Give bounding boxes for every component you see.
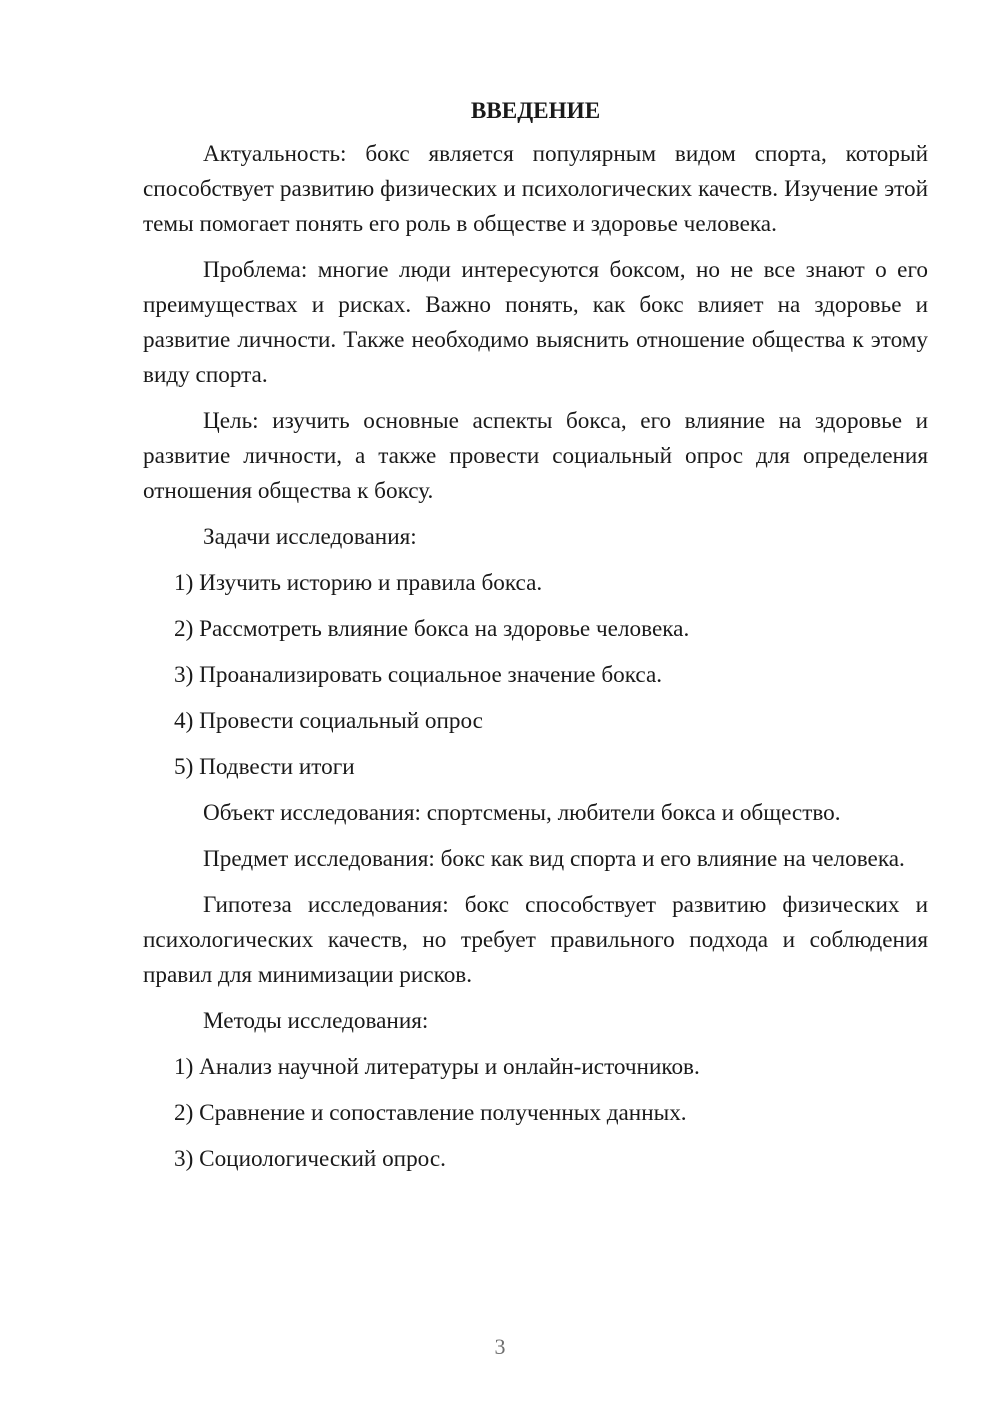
goal-paragraph: Цель: изучить основные аспекты бокса, его влияние на здоровье и развитие личности, а также провести социальный опрос для определения отношения общества к боксу. <box>143 408 928 504</box>
section-title: ВВЕДЕНИЕ <box>470 98 601 124</box>
relevance-paragraph: Актуальность: бокс является популярным видом спорта, который способствует развитию физических и психологических качеств. Изучение этой темы помогает понять его роль в обществе и здоровье человека. <box>143 141 928 237</box>
page-content <box>143 96 928 1188</box>
problem-paragraph: Проблема: многие люди интересуются боксом, но не все знают о его преимуществах и рисках. Важно понять, как бокс влияет на здоровье и развитие личности. Также необходимо выяснить отношение общества к этому виду спорта. <box>143 257 928 388</box>
tasks-heading: Задачи исследования: <box>203 524 417 550</box>
method-item: 3) Социологический опрос. <box>174 1146 446 1172</box>
method-item: 1) Анализ научной литературы и онлайн-источников. <box>174 1054 700 1080</box>
task-item: 1) Изучить историю и правила бокса. <box>174 570 543 596</box>
subject-paragraph: Предмет исследования: бокс как вид спорта и его влияние на человека. <box>203 846 905 872</box>
object-paragraph: Объект исследования: спортсмены, любители бокса и общество. <box>203 800 841 826</box>
hypothesis-paragraph: Гипотеза исследования: бокс способствует развитию физических и психологических качеств, но требует правильного подхода и соблюдения правил для минимизации рисков. <box>143 892 928 988</box>
methods-heading: Методы исследования: <box>203 1008 429 1034</box>
method-item: 2) Сравнение и сопоставление полученных данных. <box>174 1100 687 1126</box>
task-item: 3) Проанализировать социальное значение бокса. <box>174 662 663 688</box>
task-item: 5) Подвести итоги <box>174 754 355 780</box>
page-number: 3 <box>494 1334 506 1359</box>
task-item: 2) Рассмотреть влияние бокса на здоровье человека. <box>174 616 690 642</box>
task-item: 4) Провести социальный опрос <box>174 708 483 734</box>
